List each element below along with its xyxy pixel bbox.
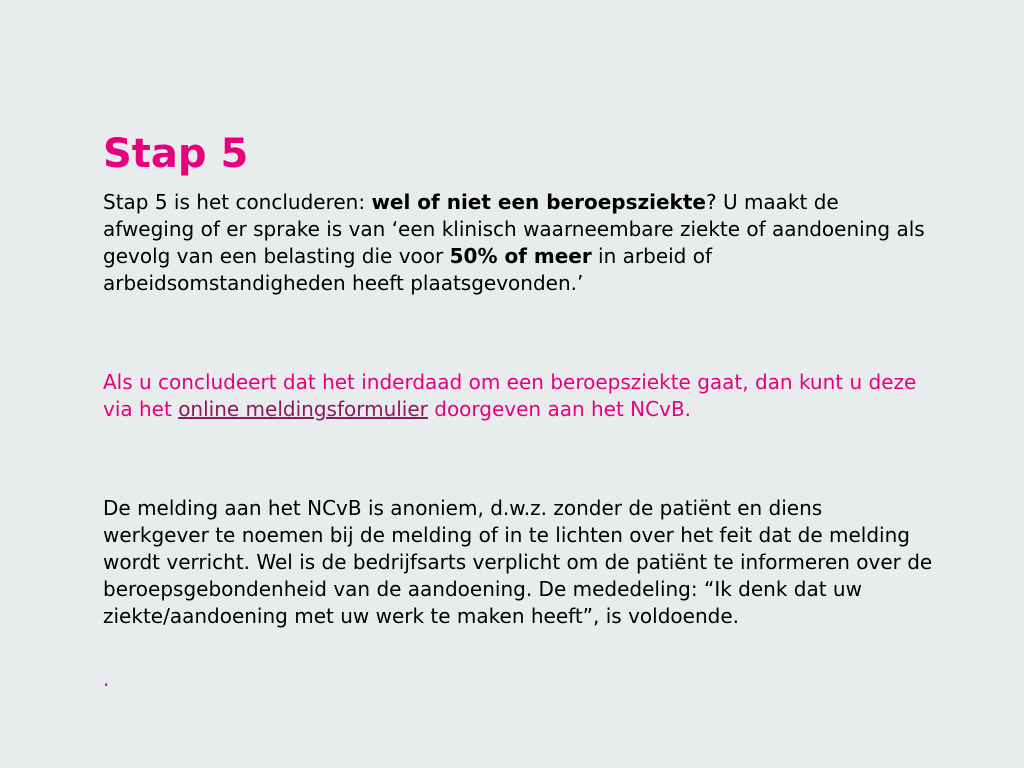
online-form-link[interactable]: online meldingsformulier [178,397,428,421]
intro-paragraph [103,189,933,297]
intro-bold-percentage: 50% of meer [449,244,592,268]
slide-title: Stap 5 [103,131,249,177]
intro-text-2: ? U maakt de afweging of er sprake is van ‘een klinisch waarneembare ziekte of aandoening als gevolg van een belasting die voor [103,190,925,268]
trailing-dot: . [103,667,110,691]
intro-text-1: Stap 5 is het concluderen: [103,190,372,214]
intro-text-3: in arbeid of arbeidsomstandigheden heeft plaatsgevonden.’ [103,244,713,295]
anonymity-paragraph: De melding aan het NCvB is anoniem, d.w.z. zonder de patiënt en diens werkgever te noemen bij de melding of in te lichten over het feit dat de melding wordt verricht. Wel is de bedrijfsarts verplicht om de patiënt te informeren over de beroepsgebondenheid van de aandoening. De mededeling: “Ik denk dat uw ziekte/aandoening met uw werk te maken heeft”, is voldoende. [103,496,933,628]
intro-bold-occupational-disease: wel of niet een beroepsziekte [371,190,706,214]
conclusion-text-2: doorgeven aan het NCvB. [427,397,692,421]
conclusion-text-1: Als u concludeert dat het inderdaad om een beroepsziekte gaat, dan kunt u deze via het [103,370,917,421]
conclusion-paragraph [103,369,933,423]
